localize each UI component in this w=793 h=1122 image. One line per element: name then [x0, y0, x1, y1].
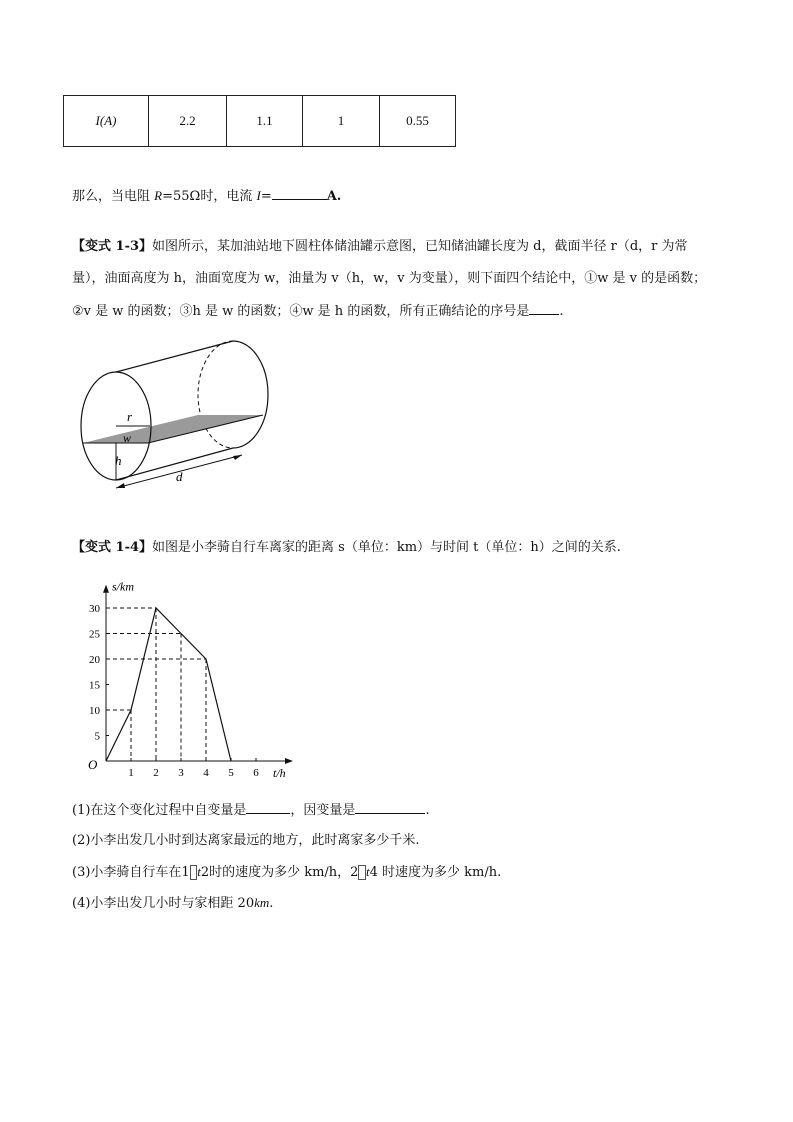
y-tick-label: 5 — [94, 730, 100, 743]
v13-line1 — [72, 238, 688, 256]
q1-eq-i: = — [260, 189, 272, 204]
v13-end: . — [559, 304, 564, 319]
v14-text: 如图是小李骑自行车离家的距离 s（单位：km）与时间 t（单位：h）之间的关系. — [152, 540, 621, 555]
q1-unit: A. — [326, 189, 342, 204]
label-r: r — [127, 409, 133, 424]
i-variable: I — [256, 188, 261, 203]
origin-label: O — [88, 757, 98, 772]
question-1 — [72, 801, 430, 820]
question-3 — [72, 863, 501, 882]
x-axis-arrow — [285, 758, 293, 764]
tank-top-edge — [116, 341, 233, 372]
q-text: (2)小李出发几小时到达离家最远的地方，此时离家多少千米. — [72, 833, 420, 848]
answer-blank[interactable] — [272, 187, 327, 200]
y-tick-label: 20 — [89, 654, 100, 666]
x-tick-label: 2 — [153, 767, 159, 779]
table-cell: 0.55 — [380, 96, 456, 147]
x-tick-label: 6 — [253, 767, 259, 779]
table-header-cell — [64, 96, 149, 147]
v13-tag: 【变式 1-3】 — [72, 239, 153, 254]
arrow-head-left — [116, 483, 125, 488]
q-text: . — [425, 803, 430, 818]
q-text: . — [269, 896, 274, 911]
series-line — [106, 608, 231, 761]
question-2 — [72, 832, 420, 850]
r-variable: R — [154, 188, 163, 203]
table-row — [64, 96, 456, 147]
x-tick-label: 5 — [228, 767, 234, 779]
q-text: (3)小李骑自行车在1 — [72, 865, 190, 880]
v14-tag: 【变式 1-4】 — [72, 540, 153, 555]
y-tick-label: 10 — [89, 705, 100, 717]
y-tick-label: 25 — [89, 628, 100, 641]
missing-glyph-icon — [358, 865, 366, 880]
question-resistance — [72, 187, 341, 206]
q1-eq-r: =55Ω时，电流 — [162, 189, 253, 204]
answer-blank[interactable] — [246, 801, 290, 814]
oil-surface — [83, 415, 263, 443]
v14-line — [72, 539, 621, 557]
table-cell: 1.1 — [227, 96, 303, 147]
current-label: I(A) — [95, 113, 117, 128]
current-table — [63, 95, 456, 147]
v13-text1: 如图所示，某加油站地下圆柱体储油罐示意图，已知储油罐长度为 d，截面半径 r（d，r 为常 — [152, 239, 688, 254]
v13-line2 — [72, 270, 706, 288]
v13-line3 — [72, 302, 563, 321]
q-text: (1)在这个变化过程中自变量是 — [72, 803, 247, 818]
q-text: 4 时速度为多少 km/h. — [369, 865, 502, 880]
label-d: d — [176, 469, 183, 484]
label-h: h — [115, 453, 122, 468]
answer-blank[interactable] — [529, 302, 559, 315]
unit-km: km — [254, 895, 270, 910]
t-variable: t — [197, 864, 201, 879]
question-4 — [72, 894, 273, 913]
distance-time-chart — [74, 570, 314, 785]
v13-text2: 量），油面高度为 h，油面宽度为 w，油量为 v（h，w，v 为变量），则下面四个结论中，①w 是 v 的是函数； — [72, 271, 707, 286]
table-cell: 1 — [303, 96, 380, 147]
x-tick-label: 1 — [128, 767, 134, 779]
tank-bottom-edge — [116, 448, 233, 480]
t-variable: t — [365, 864, 370, 879]
tank-back-solid — [233, 341, 268, 448]
y-tick-label: 30 — [89, 603, 100, 615]
v13-text3: ②v 是 w 的函数；③h 是 w 的函数；④w 是 h 的函数，所有正确结论的序号是 — [72, 304, 530, 319]
q-text: (4)小李出发几小时与家相距 20 — [72, 896, 255, 911]
table-cell: 2.2 — [149, 96, 227, 147]
x-tick-label: 4 — [203, 767, 209, 779]
oil-tank-figure — [70, 335, 280, 500]
arrow-head-right — [233, 455, 242, 460]
label-w: w — [123, 431, 132, 445]
q-text: ，因变量是 — [290, 803, 356, 818]
q1-text: 那么，当电阻 — [72, 189, 151, 204]
answer-blank[interactable] — [355, 801, 425, 814]
x-tick-label: 3 — [178, 767, 184, 779]
y-axis-arrow — [103, 585, 109, 593]
q-text: 2时的速度为多少 km/h，2 — [200, 865, 359, 880]
y-tick-label: 15 — [89, 679, 100, 692]
tank-back-dashed — [198, 341, 233, 448]
y-axis-label: s/km — [112, 579, 134, 594]
x-axis-label: t/h — [273, 766, 286, 780]
